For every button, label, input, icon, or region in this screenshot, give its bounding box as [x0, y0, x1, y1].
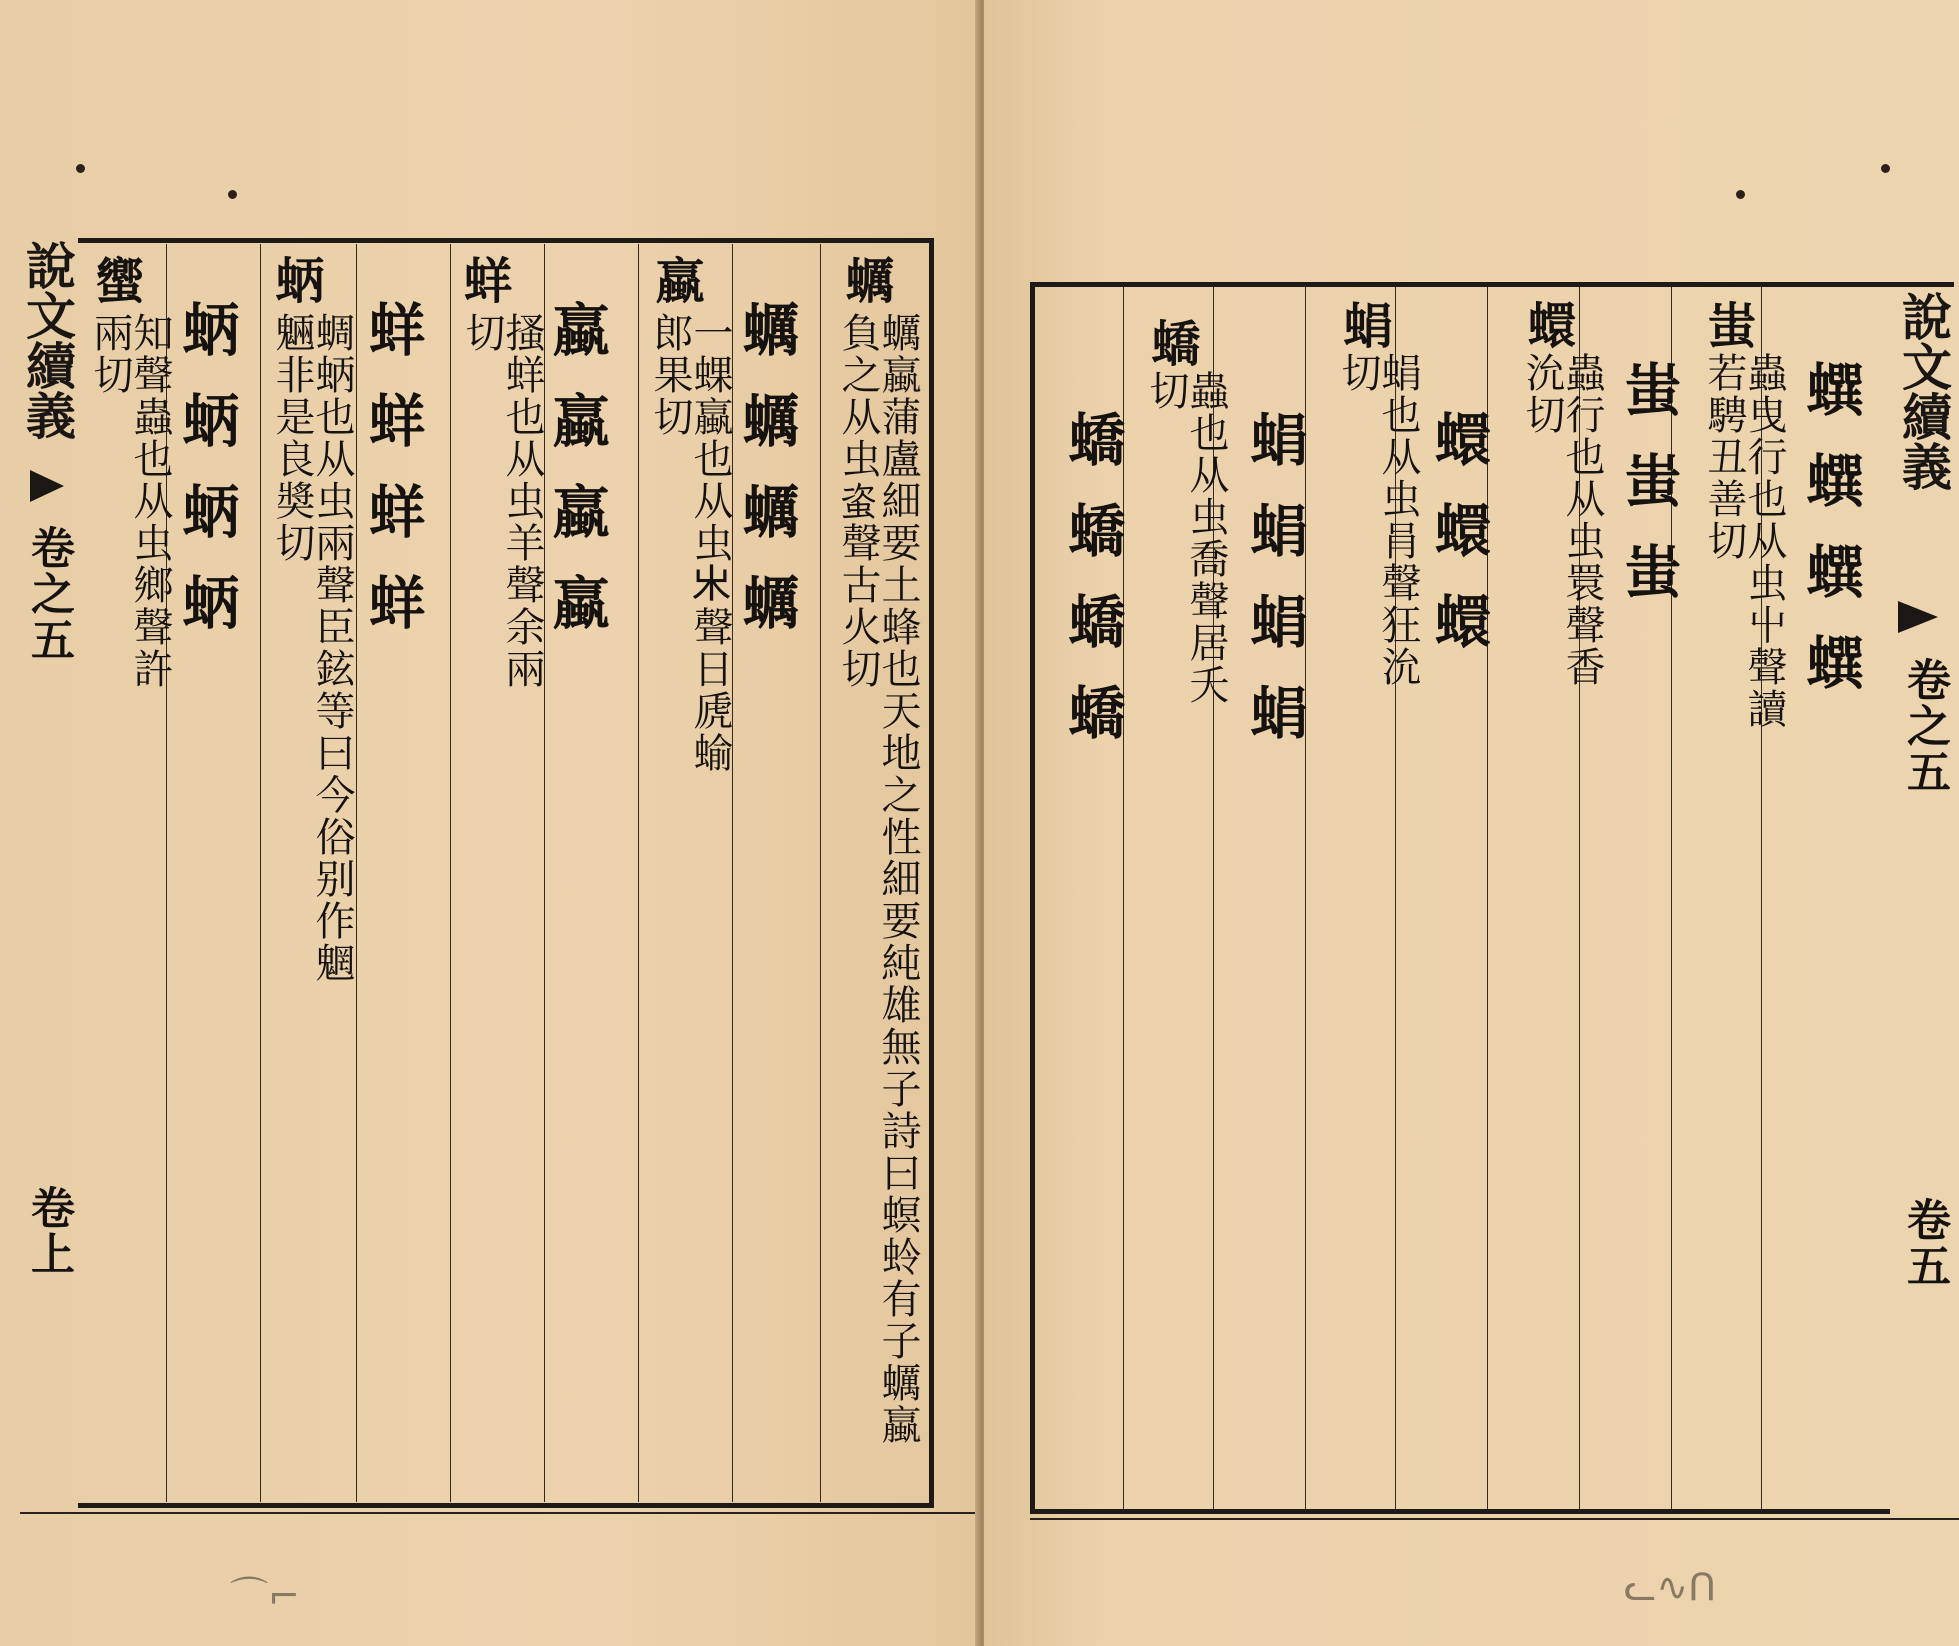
entry-gloss: 蜩蛃也从虫兩聲臣鉉等曰今俗别作魍魎非是良奬切 — [269, 312, 355, 984]
frame-bottom-rule — [1030, 1518, 1959, 1520]
seal-forms: 蠃蠃蠃蠃 — [543, 300, 610, 664]
entry-gloss: 一蜾蠃也从虫𣎵聲日虒蝓郎果切 — [647, 312, 733, 774]
entry-gloss: 知聲蟲也从虫鄉聲許兩切 — [87, 312, 173, 690]
binding-hole — [76, 164, 85, 173]
pencil-mark: ᓚ∿ᑎ — [1624, 1565, 1717, 1609]
seal-forms: 蟤蟤蟤蟤 — [1797, 360, 1864, 724]
right-page — [984, 0, 1959, 1646]
fold-mark — [30, 470, 64, 502]
entry-head-char: 蛘 — [456, 255, 514, 304]
entry-head-char: 蟜 — [1144, 318, 1202, 367]
seal-forms: 蜎蜎蜎蜎 — [1241, 410, 1308, 774]
entry-head-char: 蠃 — [648, 255, 706, 304]
margin-book-title: 說文續義 — [18, 240, 77, 440]
left-margin-strip — [20, 240, 76, 1510]
seal-forms: 蛘蛘蛘蛘 — [359, 300, 426, 664]
entry-gloss: 搔蛘也从虫羊聲余兩切 — [459, 312, 545, 690]
entry-head-char: 蠉 — [1520, 300, 1578, 349]
seal-forms: 蚩蚩蚩 — [1615, 360, 1682, 633]
margin-folio: 卷上 — [23, 1185, 74, 1277]
entry-head-char: 蜎 — [1336, 300, 1394, 349]
entry-head-char: 蠣 — [838, 255, 896, 304]
entry-gloss: 蜎也从虫肙聲狂沇切 — [1335, 352, 1421, 688]
entry-head-char: 蠁 — [88, 255, 146, 304]
entry-gloss: 蟲行也从虫睘聲香沇切 — [1519, 352, 1605, 688]
entry-gloss: 蟲曳行也从虫屮聲讀若騁丑善切 — [1701, 352, 1787, 730]
fold-mark — [1898, 601, 1938, 633]
pencil-mark: ⌒⌐ — [230, 1574, 300, 1618]
right-margin-strip — [1890, 282, 1954, 1519]
seal-forms: 蟜蟜蟜蟜 — [1059, 410, 1126, 774]
margin-book-title: 說文續義 — [1894, 291, 1953, 491]
margin-juan: 卷之五 — [1899, 657, 1950, 795]
entry-gloss: 蠣蠃蒲盧細要土蜂也天地之性細要純雄無子詩曰螟蛉有子蠣蠃負之从虫𧊒聲古火切 — [835, 312, 921, 1446]
margin-juan: 卷之五 — [23, 525, 74, 663]
binding-hole — [1736, 190, 1745, 199]
binding-hole — [228, 190, 237, 199]
binding-hole — [1881, 164, 1890, 173]
seal-forms: 蠉蠉蠉 — [1425, 410, 1492, 683]
entry-head-char: 蚩 — [1700, 300, 1758, 349]
seal-forms: 蠣蠣蠣蠣 — [733, 300, 800, 664]
margin-folio: 卷五 — [1899, 1197, 1950, 1289]
seal-forms: 蛃蛃蛃蛃 — [173, 300, 240, 664]
entry-head-char: 蛃 — [268, 255, 326, 304]
entry-gloss: 蟲也从虫喬聲居夭切 — [1143, 370, 1229, 706]
frame-bottom-rule — [20, 1512, 980, 1514]
